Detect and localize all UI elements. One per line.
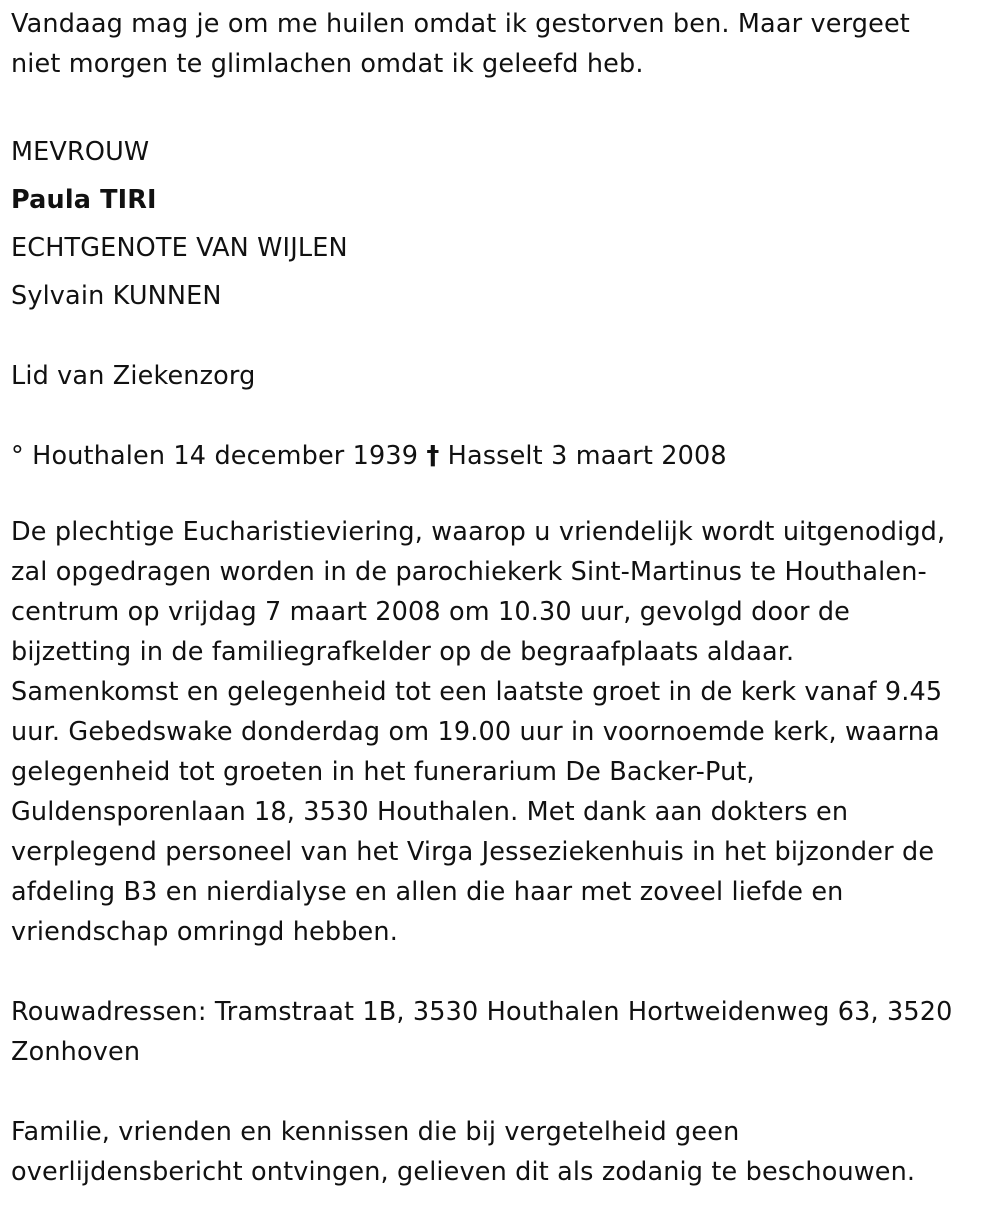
birth-symbol: ° — [11, 441, 24, 471]
ceremony-line: bijzetting in de familiegrafkelder op de begraafplaats aldaar. — [11, 637, 795, 667]
address-line: Zonhoven — [11, 1037, 141, 1067]
motto-line-2: niet morgen te glimlachen omdat ik geleefd heb. — [11, 49, 644, 79]
life-dates — [11, 432, 989, 480]
ceremony-line: Samenkomst en gelegenheid tot een laatste groet in de kerk vanaf 9.45 — [11, 677, 943, 707]
deceased-name: Paula TIRI — [11, 185, 157, 215]
motto — [11, 4, 989, 84]
relation: ECHTGENOTE VAN WIJLEN — [11, 233, 348, 263]
address-line: Rouwadressen: Tramstraat 1B, 3530 Houthalen Hortweidenweg 63, 3520 — [11, 997, 953, 1027]
ceremony-line: centrum op vrijdag 7 maart 2008 om 10.30 uur, gevolgd door de — [11, 597, 851, 627]
closing-line: overlijdensbericht ontvingen, gelieven dit als zodanig te beschouwen. — [11, 1157, 916, 1187]
ceremony-line: De plechtige Eucharistieviering, waarop u vriendelijk wordt uitgenodigd, — [11, 517, 946, 547]
mourning-addresses — [11, 992, 989, 1072]
cross-icon: † — [426, 441, 440, 471]
death-date: Hasselt 3 maart 2008 — [447, 441, 727, 471]
ceremony-line: Guldensporenlaan 18, 3530 Houthalen. Met dank aan dokters en — [11, 797, 849, 827]
birth-date: Houthalen 14 december 1939 — [32, 441, 419, 471]
salutation: MEVROUW — [11, 137, 150, 167]
ceremony-line: afdeling B3 en nierdialyse en allen die haar met zoveel liefde en — [11, 877, 844, 907]
ceremony-line: verplegend personeel van het Virga Jesseziekenhuis in het bijzonder de — [11, 837, 935, 867]
closing-line: Familie, vrienden en kennissen die bij vergetelheid geen — [11, 1117, 740, 1147]
spouse-name: Sylvain KUNNEN — [11, 281, 222, 311]
ceremony-text — [11, 512, 989, 952]
ceremony-line: uur. Gebedswake donderdag om 19.00 uur in voornoemde kerk, waarna — [11, 717, 940, 747]
membership: Lid van Ziekenzorg — [11, 361, 256, 391]
closing-note — [11, 1112, 989, 1192]
obituary-document — [11, 4, 989, 1192]
motto-line-1: Vandaag mag je om me huilen omdat ik gestorven ben. Maar vergeet — [11, 9, 910, 39]
ceremony-line: vriendschap omringd hebben. — [11, 917, 398, 947]
ceremony-line: gelegenheid tot groeten in het funerarium De Backer-Put, — [11, 757, 755, 787]
ceremony-line: zal opgedragen worden in de parochiekerk Sint-Martinus te Houthalen- — [11, 557, 927, 587]
